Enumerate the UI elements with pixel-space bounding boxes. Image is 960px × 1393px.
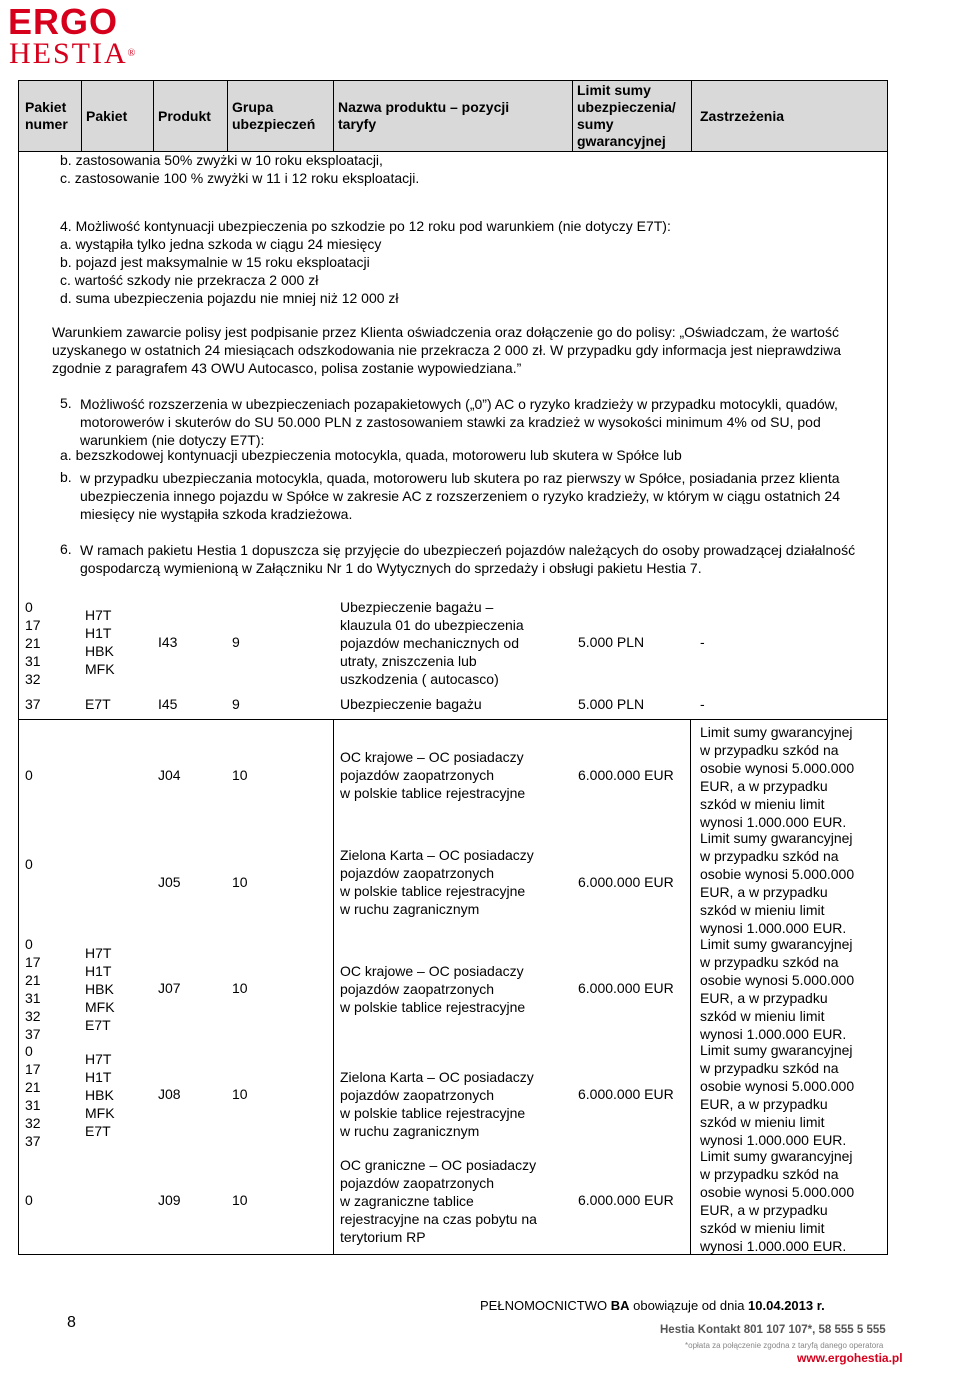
hestia-logo [9,38,137,70]
header-pakiet-numer: Pakiet numer [25,99,68,132]
row-j09-limit: 6.000.000 EUR [578,1192,674,1208]
point5-a: a. bezszkodowej kontynuacji ubezpieczenia motocykla, quada, motoroweru lub skutera w Spółce lub [60,447,682,463]
row-j08-limit: 6.000.000 EUR [578,1086,674,1102]
row-j09-grupa: 10 [232,1192,248,1208]
row-i43-nazwa: Ubezpieczenie bagażu – klauzula 01 do ubezpieczenia pojazdów mechanicznych od utraty, zniszczenia lub uszkodzenia ( autocasco) [340,599,524,687]
footer-note-mid: obowiązuje od dnia [629,1298,749,1313]
point6-number: 6. [60,541,72,557]
point4-title: 4. Możliwość kontynuacji ubezpieczenia po szkodzie po 12 roku pod warunkiem (nie dotyczy E7T): [60,218,671,234]
row-j09-pakiet-numer: 0 [25,1192,33,1208]
point4-b: b. pojazd jest maksymalnie w 15 roku eksploatacji [60,254,370,270]
page-number: 8 [67,1314,76,1331]
column-divider-zastrzezenia [690,720,691,1254]
row-j05-produkt: J05 [158,874,181,890]
point5-number: 5. [60,395,72,411]
hestia-logo-text: HESTIA [9,37,128,70]
row-i43-pakiet: H7T H1T HBK MFK [85,607,115,677]
row-j05-zastrzezenia: Limit sumy gwarancyjnej w przypadku szkód na osobie wynosi 5.000.000 EUR, a w przypadku szkód w mieniu limit wynosi 1.000.000 EUR. [700,830,855,936]
row-j07-produkt: J07 [158,980,181,996]
header-grupa: Grupa ubezpieczeń [232,99,316,132]
row-j09-produkt: J09 [158,1192,181,1208]
row-j08-pakiet: H7T H1T HBK MFK E7T [85,1051,115,1139]
row-j09-zastrzezenia: Limit sumy gwarancyjnej w przypadku szkód na osobie wynosi 5.000.000 EUR, a w przypadku szkód w mieniu limit wynosi 1.000.000 EUR. [700,1148,855,1254]
website-link[interactable]: www.ergohestia.pl [797,1351,903,1365]
row-j04-zastrzezenia: Limit sumy gwarancyjnej w przypadku szkód na osobie wynosi 5.000.000 EUR, a w przypadku szkód w mieniu limit wynosi 1.000.000 EUR. [700,724,855,830]
ergo-logo: ERGO [8,1,119,42]
top-list-b: b. zastosowania 50% zwyżki w 10 roku eksploatacji, [60,152,383,168]
row-j04-limit: 6.000.000 EUR [578,767,674,783]
row-i45-nazwa: Ubezpieczenie bagażu [340,696,482,712]
row-j04-nazwa: OC krajowe – OC posiadaczy pojazdów zaopatrzonych w polskie tablice rejestracyjne [340,749,526,801]
top-list-c: c. zastosowanie 100 % zwyżki w 11 i 12 roku eksploatacji. [60,170,420,186]
header-limit: Limit sumy ubezpieczenia/ sumy gwarancyjnej [577,82,676,149]
row-j05-pakiet-numer: 0 [25,856,33,872]
row-i43-limit: 5.000 PLN [578,634,645,650]
point6-text: W ramach pakietu Hestia 1 dopuszcza się przyjęcie do ubezpieczeń pojazdów należących do osoby prowadzącej działalność gospodarczą wymienioną w Załączniku Nr 1 do Wytycznych do sprzedaży i obsługi pakietu Hestia 7. [80,542,856,576]
row-i45-pakiet: E7T [85,696,111,712]
row-j08-grupa: 10 [232,1086,248,1102]
point5-b-text: w przypadku ubezpieczania motocykla, quada, motoroweru lub skutera po raz pierwszy w Spółce, posiadania przez klienta ubezpieczenia innego pojazdu w Spółce w zakresie AC z rozszerzeniem o ryzyko kradzieży, w którym w ciągu ostatnich 24 miesięcy nie wystąpiła szkoda kradzieżowa. [80,470,840,522]
point4-c: c. wartość szkody nie przekracza 2 000 zł [60,272,319,288]
row-i45-pakiet-numer: 37 [25,696,41,712]
row-j07-pakiet-numer: 0 17 21 31 32 37 [25,936,41,1042]
row-j04-produkt: J04 [158,767,181,783]
warunek-paragraph: Warunkiem zawarcie polisy jest podpisanie przez Klienta oświadczenia oraz dołączenie go do polisy: „Oświadczam, że wartość uzyskanego w ostatnich 24 miesiącach odszkodowania nie przekracza 2 000 zł. W przypadku gdy informacja jest nieprawdziwa zgodnie z paragrafem 43 OWU Autocasco, polisa zostanie wypowiedziana.” [52,324,842,376]
row-j09-nazwa: OC graniczne – OC posiadaczy pojazdów zaopatrzonych w zagraniczne tablice rejestracyjne na czas pobytu na terytorium RP [340,1157,537,1245]
header-pakiet: Pakiet [86,107,128,124]
contact-note: *opłata za połączenie zgodna z taryfą danego operatora [685,1341,884,1350]
registered-mark: ® [127,48,138,59]
row-j05-grupa: 10 [232,874,248,890]
row-i43-produkt: I43 [158,634,178,650]
table-header [18,80,888,152]
point4-a: a. wystąpiła tylko jedna szkoda w ciągu 24 miesięcy [60,236,382,252]
point5-b-label: b. [60,469,72,485]
row-j08-nazwa: Zielona Karta – OC posiadaczy pojazdów zaopatrzonych w polskie tablice rejestracyjne w ruchu zagranicznym [340,1069,534,1139]
footer-note-date: 10.04.2013 r. [748,1298,825,1313]
row-j07-limit: 6.000.000 EUR [578,980,674,996]
row-j07-pakiet: H7T H1T HBK MFK E7T [85,945,115,1033]
footer-note-bold: BA [610,1298,630,1313]
row-j08-produkt: J08 [158,1086,181,1102]
row-i45-zastrzezenia: - [700,696,705,712]
row-j07-zastrzezenia: Limit sumy gwarancyjnej w przypadku szkód na osobie wynosi 5.000.000 EUR, a w przypadku szkód w mieniu limit wynosi 1.000.000 EUR. [700,936,855,1042]
row-j04-pakiet-numer: 0 [25,767,33,783]
header-zastrzezenia: Zastrzeżenia [700,107,785,124]
row-divider [18,719,888,720]
row-i45-produkt: I45 [158,696,178,712]
row-j05-limit: 6.000.000 EUR [578,874,674,890]
point5-text: Możliwość rozszerzenia w ubezpieczeniach pozapakietowych („0”) AC o ryzyko kradzieży w przypadku motocykli, quadów, motorowerów i skuterów do SU 50.000 PLN z zastosowaniem stawki za kradzież w wysokości minimum 4% od SU, pod warunkiem (nie dotyczy E7T): [80,396,838,448]
row-i43-pakiet-numer: 0 17 21 31 32 [25,599,41,687]
row-i45-limit: 5.000 PLN [578,696,645,712]
row-i43-grupa: 9 [232,634,240,650]
row-i43-zastrzezenia: - [700,634,705,650]
point4-d: d. suma ubezpieczenia pojazdu nie mniej niż 12 000 zł [60,290,399,306]
hestia-contact: Hestia Kontakt 801 107 107*, 58 555 5 555 [660,1324,886,1336]
row-j04-grupa: 10 [232,767,248,783]
row-j07-grupa: 10 [232,980,248,996]
footer-note-prefix: PEŁNOMOCNICTWO [480,1298,611,1313]
row-j07-nazwa: OC krajowe – OC posiadaczy pojazdów zaopatrzonych w polskie tablice rejestracyjne [340,963,526,1015]
footer-note [480,1297,825,1315]
row-j08-zastrzezenia: Limit sumy gwarancyjnej w przypadku szkód na osobie wynosi 5.000.000 EUR, a w przypadku szkód w mieniu limit wynosi 1.000.000 EUR. [700,1042,855,1148]
column-divider-nazwa [333,720,334,1254]
row-j08-pakiet-numer: 0 17 21 31 32 37 [25,1043,41,1149]
row-i45-grupa: 9 [232,696,240,712]
header-nazwa: Nazwa produktu – pozycji taryfy [338,99,510,132]
row-j05-nazwa: Zielona Karta – OC posiadaczy pojazdów zaopatrzonych w polskie tablice rejestracyjne w ruchu zagranicznym [340,847,534,917]
header-produkt: Produkt [158,107,211,124]
